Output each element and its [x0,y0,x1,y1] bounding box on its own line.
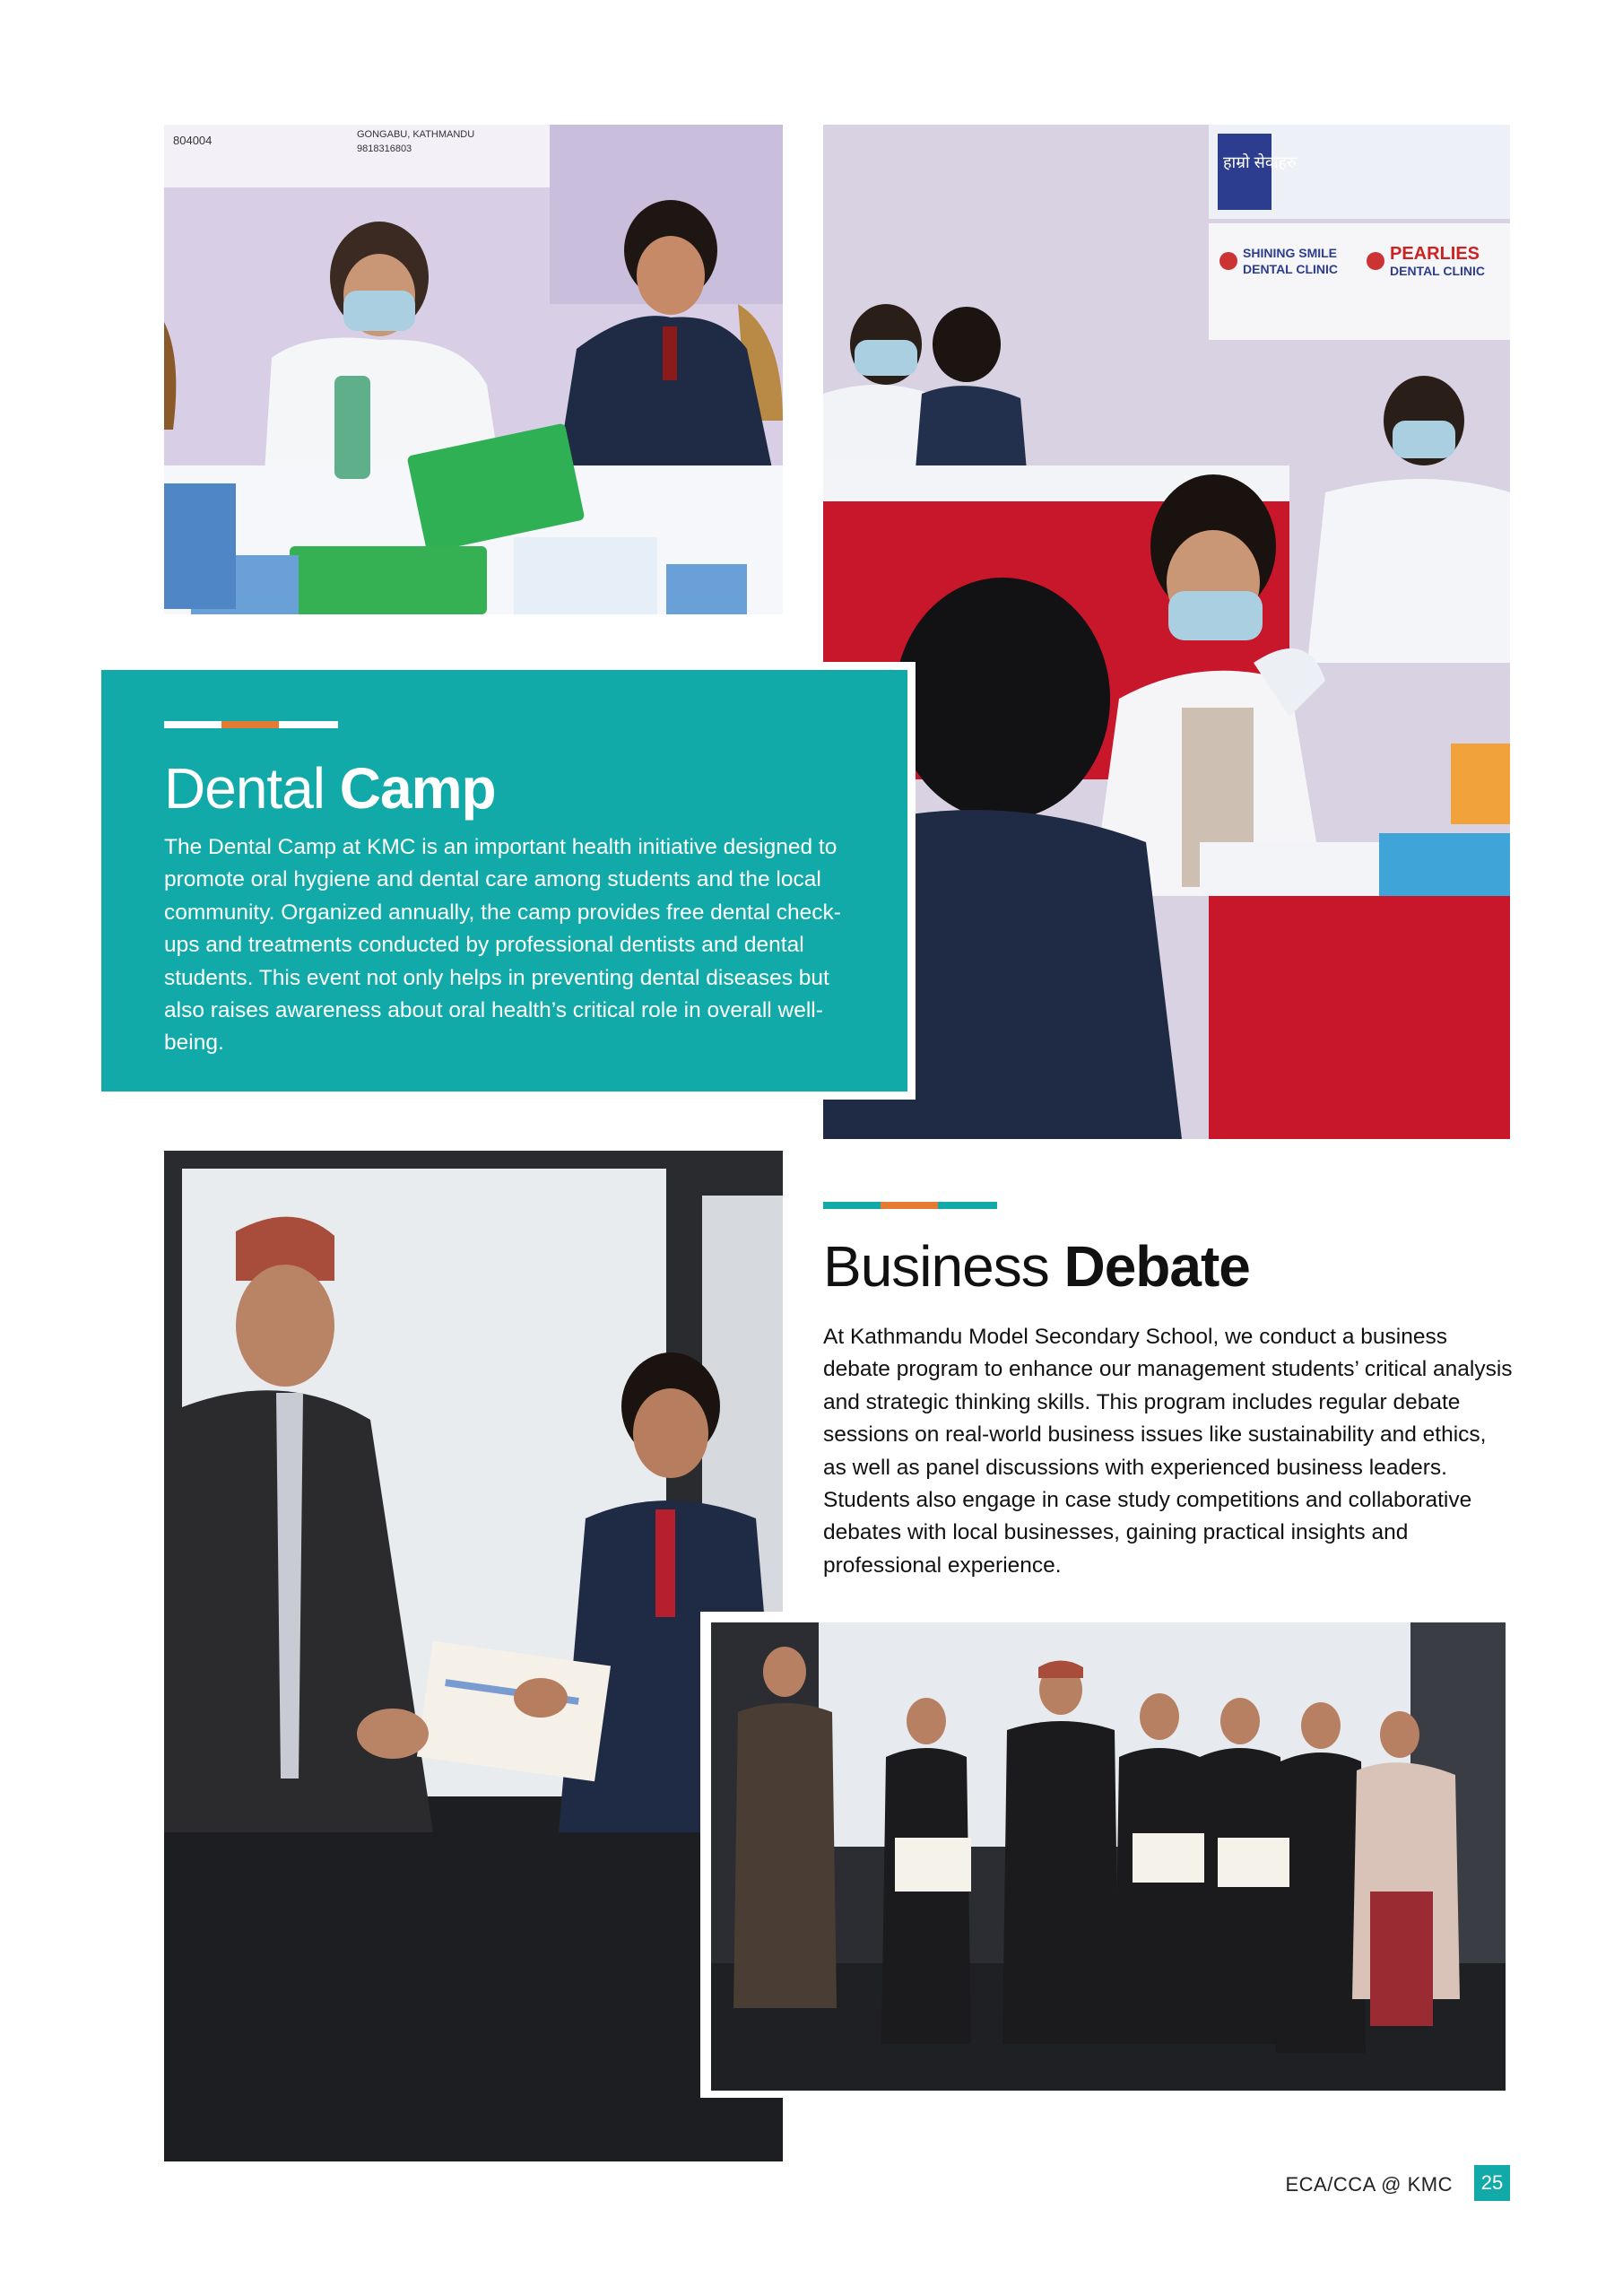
banner-text-fragment: 804004 [173,134,213,147]
footer-label: ECA/CCA @ KMC [1285,2173,1453,2196]
photo-debate-group [711,1622,1506,2091]
heading-bold: Debate [1063,1234,1250,1299]
business-debate-description: At Kathmandu Model Secondary School, we conduct a business debate program to enhance our management students’ critical analysis and strategic thinking skills. This program includes regular debate sessions on real-world business issues like sustainability and ethics, as well as panel discussions with experienced business leaders. Students also engage in case study competitions and collaborative debates with local businesses, gaining practical insights and professional experience. [823,1325,1513,1578]
debate-accent-bar [823,1202,997,1209]
photo-dental-checkup-table [164,125,783,614]
banner-phone: 9818316803 [357,144,412,154]
banner-address: GONGABU, KATHMANDU [357,129,475,140]
photo-dental-camp-wide [823,125,1510,1139]
heading-light: Business [823,1234,1064,1299]
dental-camp-heading [164,755,496,822]
heading-bold: Camp [339,756,496,821]
page-number: 25 [1474,2165,1510,2201]
banner-nepali-text: हाम्रो सेवाहरु [1223,153,1297,171]
clinic-one-name: SHINING SMILE [1243,246,1338,260]
clinic-one-subtitle: DENTAL CLINIC [1243,262,1339,276]
clinic-two-subtitle: DENTAL CLINIC [1390,264,1486,278]
dental-camp-description: The Dental Camp at KMC is an important health initiative designed to promote oral hygiene and dental care among students and the local community. Organized annually, the camp provides free dental check-ups and treatments conducted by professional dentists and dental students. This event not only helps in preventing dental diseases but also raises awareness about oral health’s critical role in overall well-being. [164,835,841,1056]
dental-camp-panel [101,670,907,1091]
photo-certificate-handover [164,1151,783,2161]
business-debate-heading [823,1233,1250,1300]
clinic-two-name: PEARLIES [1390,244,1480,264]
title-accent-bar [164,721,338,728]
heading-light: Dental [164,756,340,821]
